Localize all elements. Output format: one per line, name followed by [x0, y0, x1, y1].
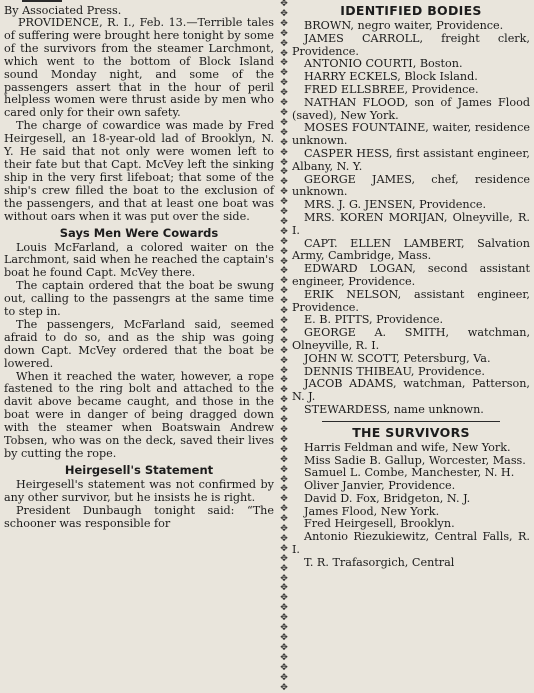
- list-entry: JAMES CARROLL, freight clerk, Providence.: [292, 31, 530, 58]
- section-heading: Heirgesell's Statement: [64, 462, 214, 477]
- article-paragraph: Heirgesell's statement was not confirmed by any other survivor, but he insists he is right.: [4, 477, 274, 504]
- column-divider: ✥ ✥ ✥ ✥ ✥ ✥ ✥ ✥ ✥ ✥ ✥ ✥ ✥ ✥ ✥ ✥ ✥ ✥ ✥ ✥ ✥ ✥ ✥ ✥ ✥ ✥ ✥ ✥ ✥ ✥ ✥ ✥ ✥ ✥ ✥ ✥ ✥ ✥ ✥ ✥ ✥ ✥ ✥ ✥ ✥ ✥ ✥ ✥ ✥ ✥ ✥ ✥ ✥ ✥ ✥ ✥ ✥ ✥ ✥ ✥ ✥ ✥ ✥ ✥ ✥ ✥ ✥ ✥ ✥ ✥: [280, 0, 288, 693]
- list-entry: HARRY ECKELS, Block Island.: [304, 70, 478, 84]
- list-entry: Samuel L. Combe, Manchester, N. H.: [304, 466, 515, 480]
- list-entry: MRS. KOREN MORIJAN, Olneyville, R. I.: [292, 210, 530, 237]
- list-entry: David D. Fox, Bridgeton, N. J.: [304, 491, 471, 505]
- list-entry: Miss Sadie B. Gallup, Worcester, Mass.: [304, 453, 526, 467]
- list-entry: MRS. J. G. JENSEN, Providence.: [304, 198, 487, 212]
- list-entry: MOSES FOUNTAINE, waiter, residence unknown.: [292, 121, 530, 148]
- list-entry: James Flood, New York.: [304, 504, 440, 518]
- article-paragraph: Louis McFarland, a colored waiter on the Larchmont, said when he reached the captain's boat he found Capt. McVey there.: [4, 240, 274, 280]
- list-entry: BROWN, negro waiter, Providence.: [304, 19, 504, 32]
- list-entry: EDWARD LOGAN, second assistant engineer, Providence.: [292, 262, 530, 288]
- survivors-list: [292, 442, 530, 570]
- article-column: [4, 0, 274, 647]
- list-entry: DENNIS THIBEAU, Providence.: [304, 364, 485, 378]
- article-paragraph: President Dunbaugh tonight said: “The schooner was responsible for: [4, 503, 274, 530]
- list-entry: JACOB ADAMS, watchman, Patterson, N. J.: [292, 377, 530, 404]
- byline: By Associated Press.: [4, 4, 122, 17]
- list-entry: FRED ELLSBREE, Providence.: [304, 82, 479, 96]
- list-entry: ANTONIO COURTI, Boston.: [304, 57, 463, 71]
- list-entry: GEORGE A. SMITH, watchman, Olneyville, R. I.: [292, 326, 530, 352]
- article-paragraph: When it reached the water, however, a rope fastened to the ring bolt and attached to the davit above became caught, and those in the boat were in danger of being dragged down with the steamer when Boatswain Andrew Tobsen, who was on the deck, saved their lives by cutting the rope.: [4, 369, 274, 460]
- list-entry: JOHN W. SCOTT, Petersburg, Va.: [304, 351, 491, 365]
- list-entry: GEORGE JAMES, chef, residence unknown.: [292, 172, 530, 199]
- article-paragraph: The passengers, McFarland said, seemed afraid to do so, and as the ship was going down Capt. McVey ordered that the boat be lowered.: [4, 317, 274, 370]
- list-entry: Oliver Janvier, Providence.: [304, 479, 456, 493]
- list-entry: CAPT. ELLEN LAMBERT, Salvation Army, Cambridge, Mass.: [292, 236, 530, 263]
- top-rule: [22, 0, 62, 2]
- list-entry: Fred Heirgesell, Brooklyn.: [304, 517, 455, 531]
- list-entry: CASPER HESS, first assistant engineer, Albany, N. Y.: [292, 146, 530, 173]
- article-paragraph: The captain ordered that the boat be swung out, calling to the passengrs at the same time to step in.: [4, 279, 274, 319]
- article-paragraph: The charge of cowardice was made by Fred Heirgesell, an 18-year-old lad of Brooklyn, N. Y. He said that not only were women left to their fate but that Capt. McVey left the sinking ship in the very first lifeboat; that some of the ship's crew filled the boat to the exclusion of the passengers, and that at least one boat was without oars when it was put over the side.: [4, 119, 274, 223]
- identified-list: [292, 20, 530, 417]
- article-paragraph: PROVIDENCE, R. I., Feb. 13.—Terrible tales of suffering were brought here tonight by some of the survivors from the steamer Larchmont, which went to the bottom of Block Island sound Monday night, and some of the passengers assert that in the hour of peril helpless women were thrust aside by men who cared only for their own safety.: [4, 16, 274, 120]
- lists-column: [292, 0, 530, 647]
- survivors-heading: THE SURVIVORS: [352, 424, 470, 440]
- separator: [322, 421, 500, 422]
- list-entry: T. R. Trafasorgich, Central: [304, 555, 455, 569]
- list-entry: Harris Feldman and wife, New York.: [304, 440, 511, 454]
- list-entry: Antonio Riezukiewitz, Central Falls, R. I.: [292, 530, 530, 557]
- identified-heading: IDENTIFIED BODIES: [340, 3, 482, 18]
- section-heading: Says Men Were Cowards: [59, 225, 219, 240]
- list-entry: E. B. PITTS, Providence.: [304, 313, 444, 327]
- list-entry: NATHAN FLOOD, son of James Flood (saved), New York.: [292, 95, 530, 122]
- list-entry: ERIK NELSON, assistant engineer, Providence.: [292, 287, 530, 314]
- list-entry: STEWARDESS, name unknown.: [304, 402, 484, 416]
